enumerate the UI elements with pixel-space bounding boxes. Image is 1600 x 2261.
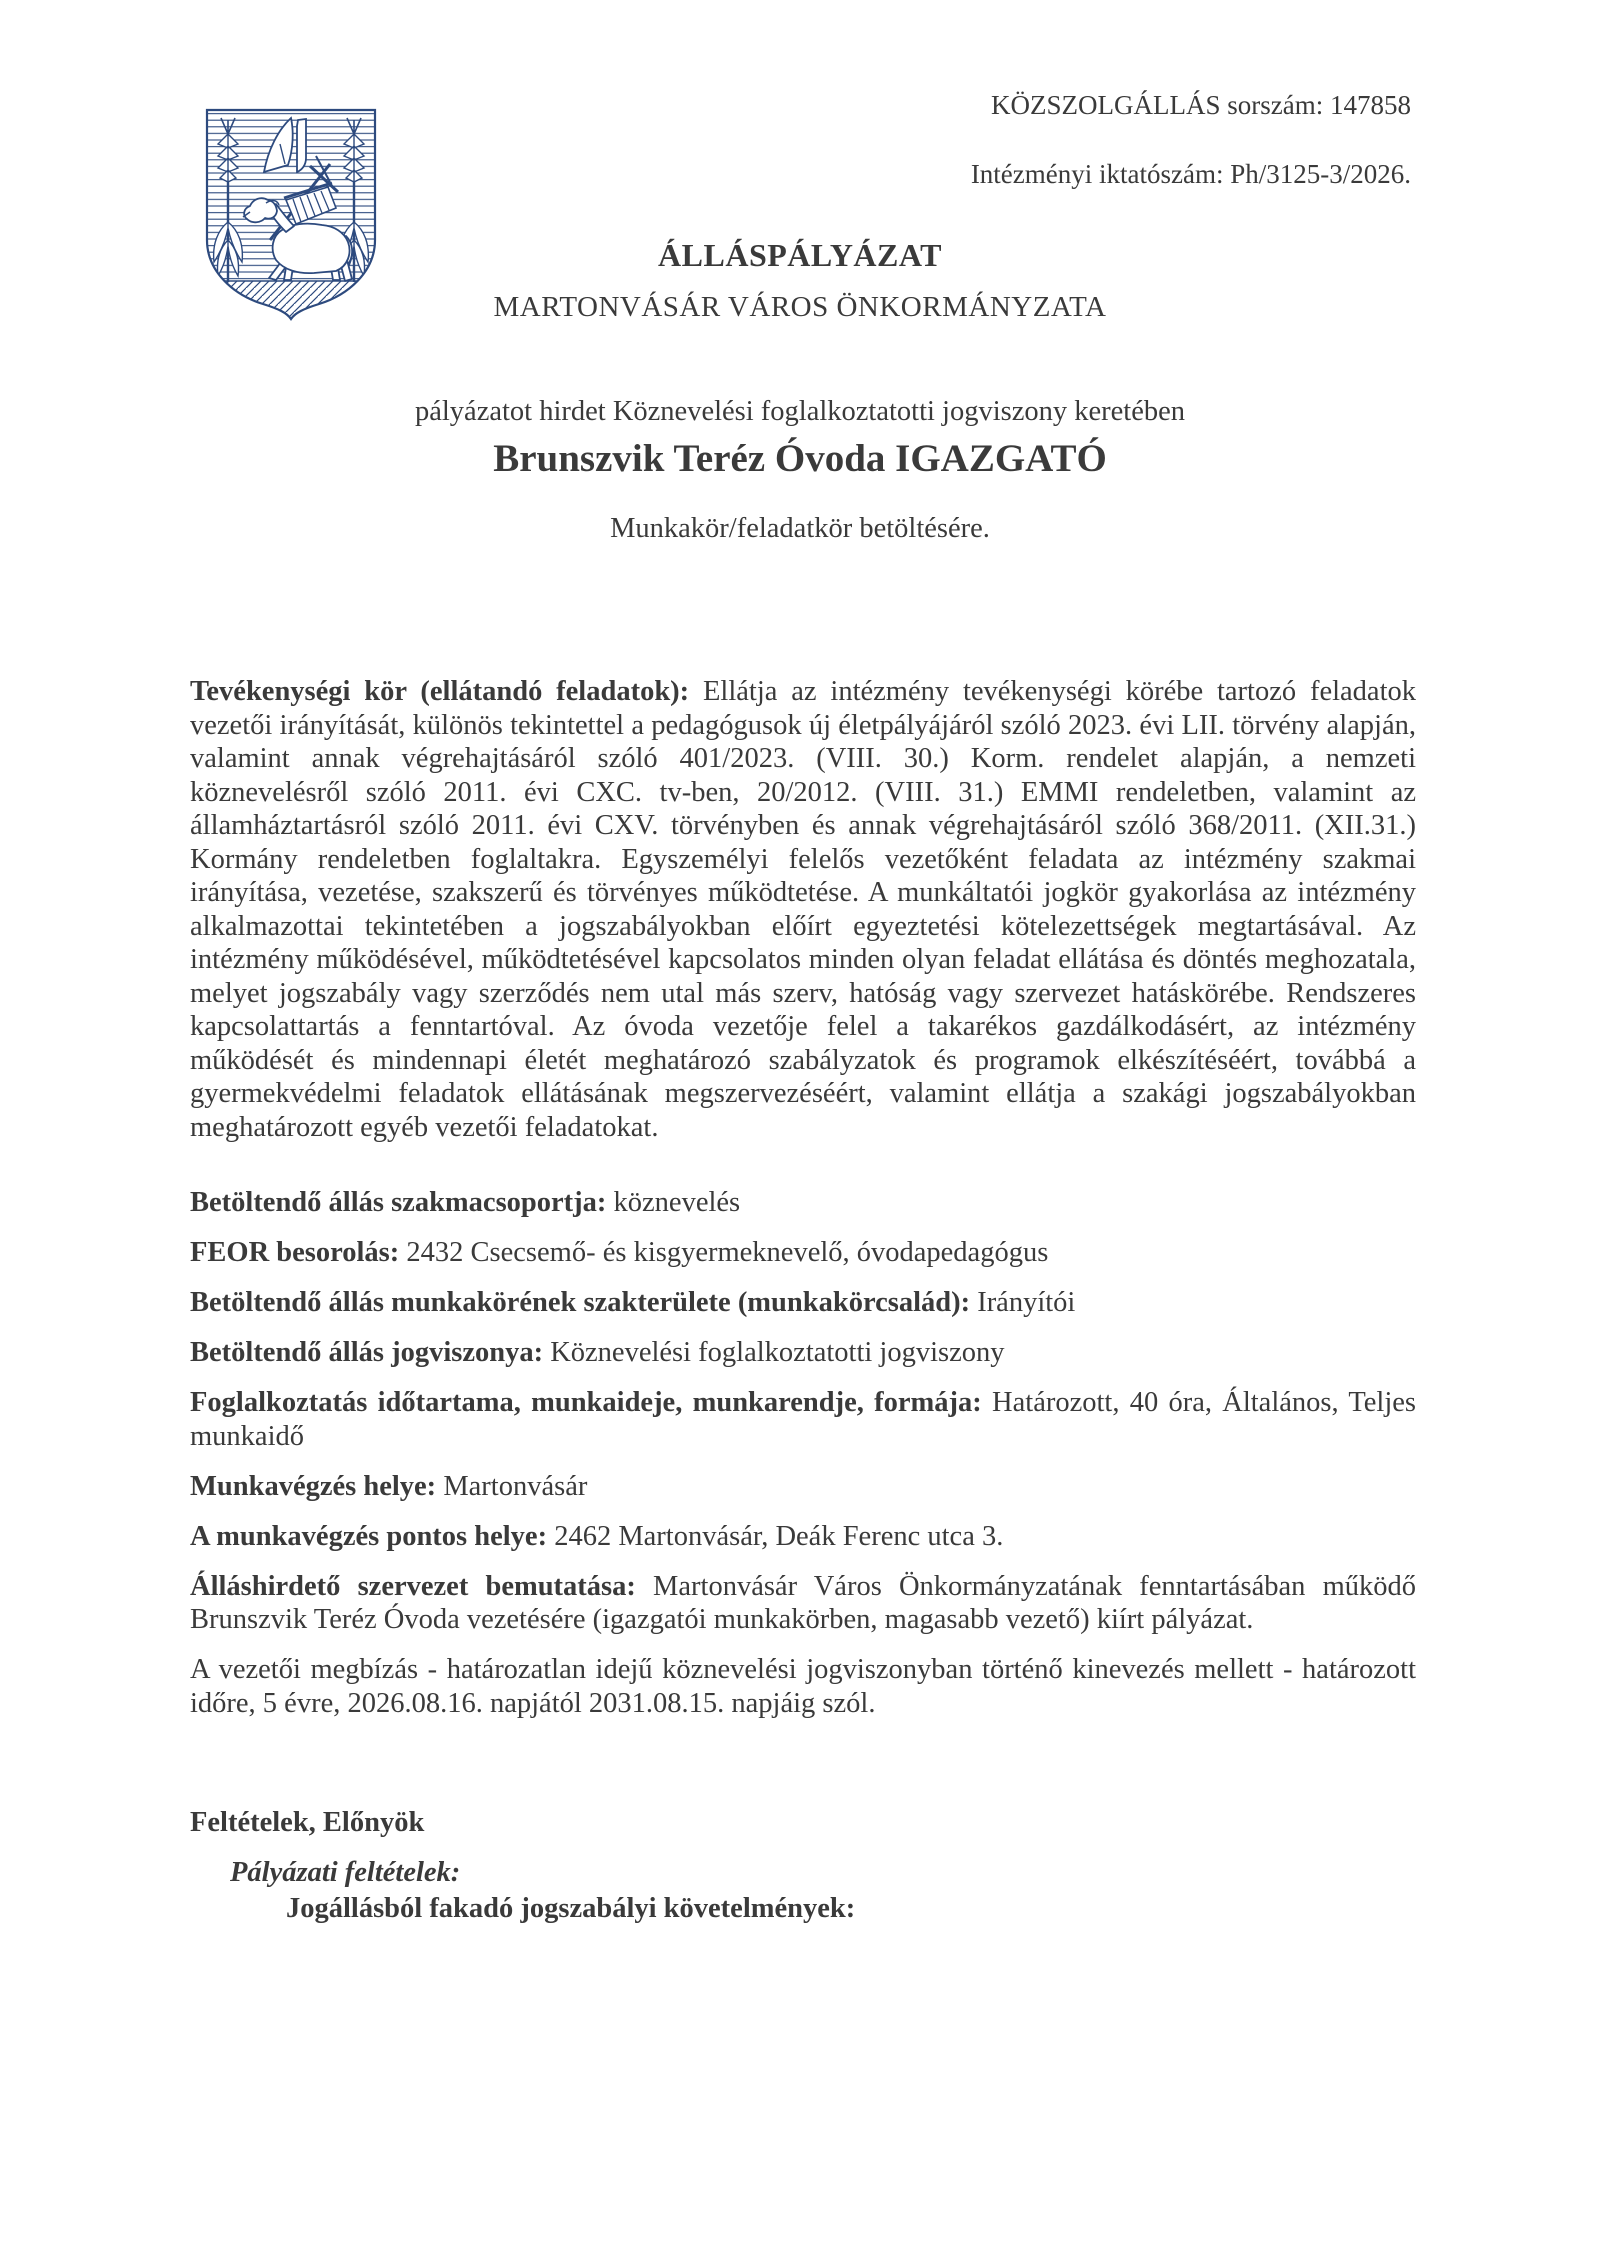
organization-name: MARTONVÁSÁR VÁROS ÖNKORMÁNYZATA bbox=[493, 291, 1107, 323]
activity-text: Ellátja az intézmény tevékenységi körébe tartozó feladatok vezetői irányítását, különös tekintettel a pedagógusok új életpályájáról szóló 2023. évi LII. törvény alapján, valamint annak végrehajtásáról szóló 401/2023. (VIII. 30.) Korm. rendelet alapján, a nemzeti köznevelésről szóló 2011. évi CXC. tv-ben, 20/2012. (VIII. 31.) EMMI rendeletben, valamint az államháztartásról szóló 2011. évi CXV. törvényben és annak végrehajtásáról szóló 368/2011. (XII.31.) Kormány rendeletben foglaltakra. Egyszemélyi felelős vezetőként feladata az intézmény szakmai irányítása, vezetése, szakszerű és törvényes működtetése. A munkáltatói jogkör gyakorlása az intézmény alkalmazottai tekintetében a jogszabályokban előírt egyeztetési kötelezettségek megtartásával. Az intézmény működésével, működtetésével kapcsolatos minden olyan feladat ellátása és döntés meghozatala, melyet jogszabály vagy szerződés nem utal más szerv, hatóság vagy szervezet hatáskörébe. Rendszeres kapcsolattartás a fenntartóval. Az óvoda vezetője felel a takarékos gazdálkodásért, az intézmény működését és mindennapi életét meghatározó szabályzatok és programok elkészítéséért, továbbá a gyermekvédelmi feladatok ellátásának megszervezéséért, valamint ellátja a szakági jogszabályokban meghatározott egyéb vezetői feladatokat. bbox=[190, 676, 1416, 1143]
field-value: 2462 Martonvásár, Deák Ferenc utca 3. bbox=[554, 1520, 1004, 1552]
field-label: Betöltendő állás szakmacsoportja: bbox=[190, 1187, 607, 1218]
field-value: Határozott, 40 óra, Általános, Teljes munkaidő bbox=[190, 1387, 1417, 1452]
field-profession-group bbox=[190, 1186, 1416, 1220]
field-label: FEOR besorolás: bbox=[190, 1237, 400, 1268]
document-title: ÁLLÁSPÁLYÁZAT bbox=[658, 237, 942, 273]
application-conditions-subtitle: Pályázati feltételek: bbox=[230, 1857, 461, 1888]
conditions-section-title: Feltételek, Előnyök bbox=[190, 1807, 425, 1838]
coat-of-arms-icon bbox=[198, 104, 384, 321]
registry-header bbox=[971, 88, 1411, 191]
legal-requirements-subtitle: Jogállásból fakadó jogszabályi követelmények: bbox=[286, 1892, 856, 1924]
position-suffix: Munkakör/feladatkör betöltésére. bbox=[610, 513, 990, 544]
field-value: köznevelés bbox=[613, 1187, 741, 1218]
field-employment-terms bbox=[190, 1386, 1416, 1453]
field-label: A munkavégzés pontos helye: bbox=[190, 1520, 548, 1552]
activity-label: Tevékenységi kör (ellátandó feladatok): bbox=[190, 676, 690, 707]
activity-paragraph bbox=[190, 675, 1416, 1144]
field-label: Betöltendő állás munkakörének szakterülete (munkakörcsalád): bbox=[190, 1287, 971, 1318]
field-feor bbox=[190, 1236, 1416, 1270]
public-service-serial: KÖZSZOLGÁLLÁS sorszám: 147858 bbox=[991, 90, 1411, 120]
position-title: Brunszvik Teréz Óvoda IGAZGATÓ bbox=[493, 437, 1107, 480]
field-value: Köznevelési foglalkoztatotti jogviszony bbox=[550, 1337, 1005, 1368]
field-work-address bbox=[190, 1520, 1416, 1554]
document-body bbox=[190, 675, 1416, 1942]
field-work-place bbox=[190, 1470, 1416, 1504]
field-value: Irányítói bbox=[977, 1287, 1076, 1318]
field-label: Munkavégzés helye: bbox=[190, 1470, 437, 1502]
institutional-reference: Intézményi iktatószám: Ph/3125-3/2026. bbox=[970, 159, 1411, 189]
announcement-line: pályázatot hirdet Köznevelési foglalkoztatotti jogviszony keretében bbox=[414, 396, 1185, 427]
field-legal-relation bbox=[190, 1336, 1416, 1370]
field-job-family bbox=[190, 1286, 1416, 1320]
mandate-note: A vezetői megbízás - határozatlan idejű köznevelési jogviszonyban történő kinevezés mellett - határozott időre, 5 évre, 2026.08.16. napjától 2031.08.15. napjáig szól. bbox=[190, 1654, 1416, 1719]
field-label: Betöltendő állás jogviszonya: bbox=[190, 1337, 544, 1368]
field-value: Martonvásár Város Önkormányzatának fenntartásában működő Brunszvik Teréz Óvoda vezetésére (igazgatói munkakörben, magasabb vezető) kiírt pályázat. bbox=[190, 1570, 1417, 1635]
field-value: 2432 Csecsemő- és kisgyermeknevelő, óvodapedagógus bbox=[406, 1237, 1049, 1268]
field-label: Foglalkoztatás időtartama, munkaideje, munkarendje, formája: bbox=[190, 1387, 982, 1418]
field-organization-intro bbox=[190, 1570, 1416, 1637]
field-label: Álláshirdető szervezet bemutatása: bbox=[190, 1570, 636, 1602]
field-value: Martonvásár bbox=[443, 1470, 588, 1502]
